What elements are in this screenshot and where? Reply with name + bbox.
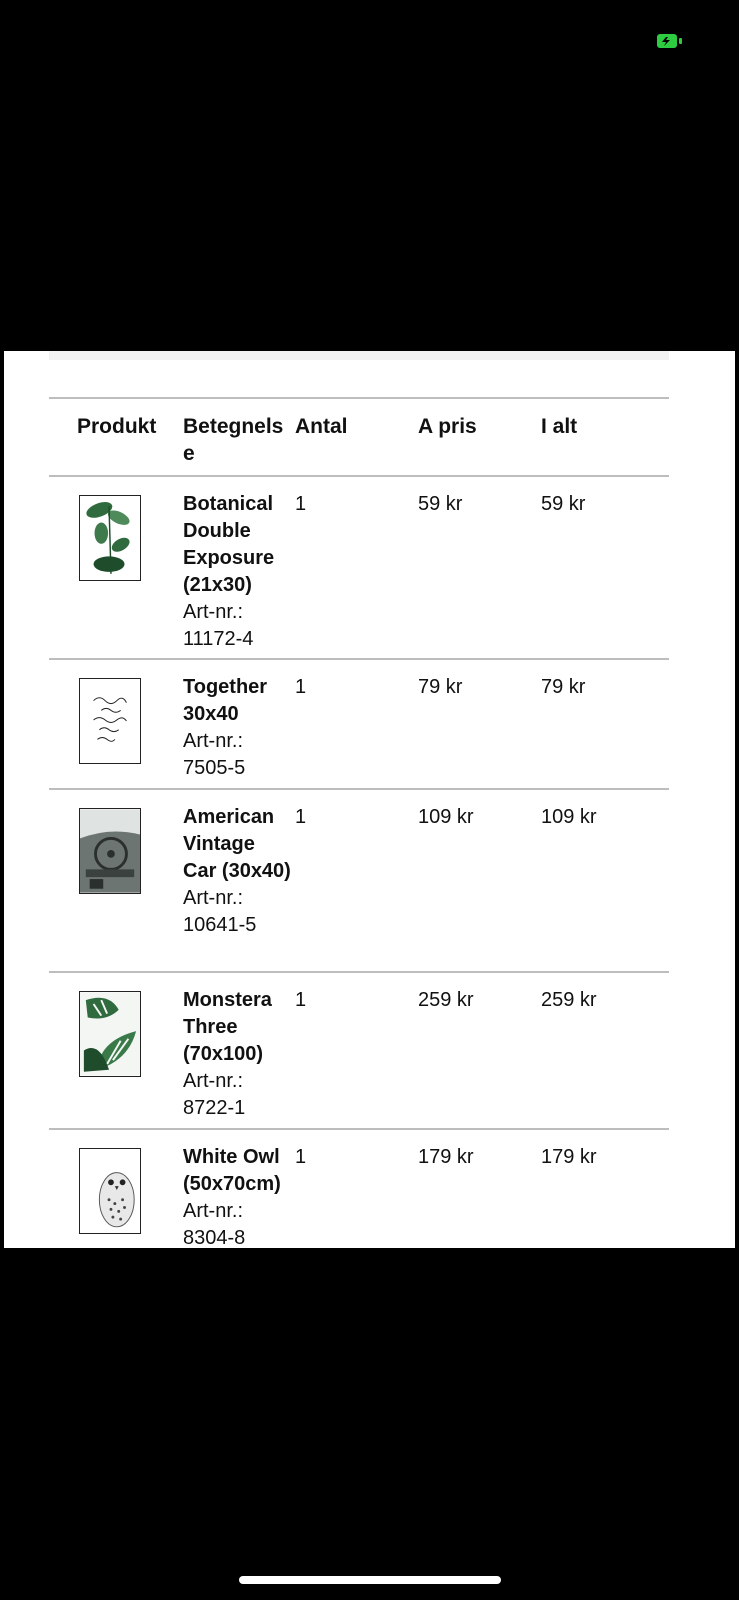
product-title: Monstera Three (70x100) xyxy=(183,989,272,1065)
column-header-product: Produkt xyxy=(77,415,157,438)
order-table xyxy=(49,397,669,1248)
product-name xyxy=(183,1144,291,1248)
article-number: Art-nr.: 8304-8 xyxy=(183,1200,246,1248)
product-name xyxy=(183,674,291,782)
table-row xyxy=(49,973,669,1128)
line-total: 79 kr xyxy=(541,676,586,698)
product-title: Botanical Double Exposure (21x30) xyxy=(183,493,275,596)
botanical-print-icon xyxy=(79,495,141,581)
line-total: 259 kr xyxy=(541,989,597,1011)
table-row xyxy=(49,1130,669,1248)
table-row xyxy=(49,477,669,658)
quantity: 1 xyxy=(295,493,307,515)
product-title: Together 30x40 xyxy=(183,676,268,725)
column-header-total: I alt xyxy=(541,415,578,438)
table-row xyxy=(49,660,669,788)
table-row xyxy=(49,790,669,971)
unit-price: 179 kr xyxy=(418,1146,474,1168)
unit-price: 259 kr xyxy=(418,989,474,1011)
order-summary-card xyxy=(4,351,735,1248)
line-total: 179 kr xyxy=(541,1146,597,1168)
quantity: 1 xyxy=(295,676,307,698)
product-title: White Owl (50x70cm) xyxy=(183,1146,281,1195)
unit-price: 109 kr xyxy=(418,806,474,828)
article-number: Art-nr.: 10641-5 xyxy=(183,887,257,936)
column-header-quantity: Antal xyxy=(295,415,348,438)
owl-print-icon xyxy=(79,1148,141,1234)
column-header-name: Betegnelse xyxy=(183,415,284,465)
divider xyxy=(49,351,669,360)
product-name xyxy=(183,491,291,653)
quantity: 1 xyxy=(295,989,307,1011)
table-header xyxy=(49,399,669,475)
unit-price: 79 kr xyxy=(418,676,463,698)
line-total: 59 kr xyxy=(541,493,586,515)
product-name xyxy=(183,987,291,1122)
together-text-print-icon xyxy=(79,678,141,764)
vintage-car-print-icon xyxy=(79,808,141,894)
monstera-print-icon xyxy=(79,991,141,1077)
home-indicator[interactable] xyxy=(239,1576,501,1584)
article-number: Art-nr.: 8722-1 xyxy=(183,1070,246,1119)
product-name xyxy=(183,804,291,939)
article-number: Art-nr.: 7505-5 xyxy=(183,730,246,779)
column-header-unit-price: A pris xyxy=(418,415,477,438)
battery-charging-icon xyxy=(657,33,683,49)
quantity: 1 xyxy=(295,806,307,828)
line-total: 109 kr xyxy=(541,806,597,828)
product-title: American Vintage Car (30x40) xyxy=(183,806,291,882)
quantity: 1 xyxy=(295,1146,307,1168)
unit-price: 59 kr xyxy=(418,493,463,515)
article-number: Art-nr.: 11172-4 xyxy=(183,601,254,650)
